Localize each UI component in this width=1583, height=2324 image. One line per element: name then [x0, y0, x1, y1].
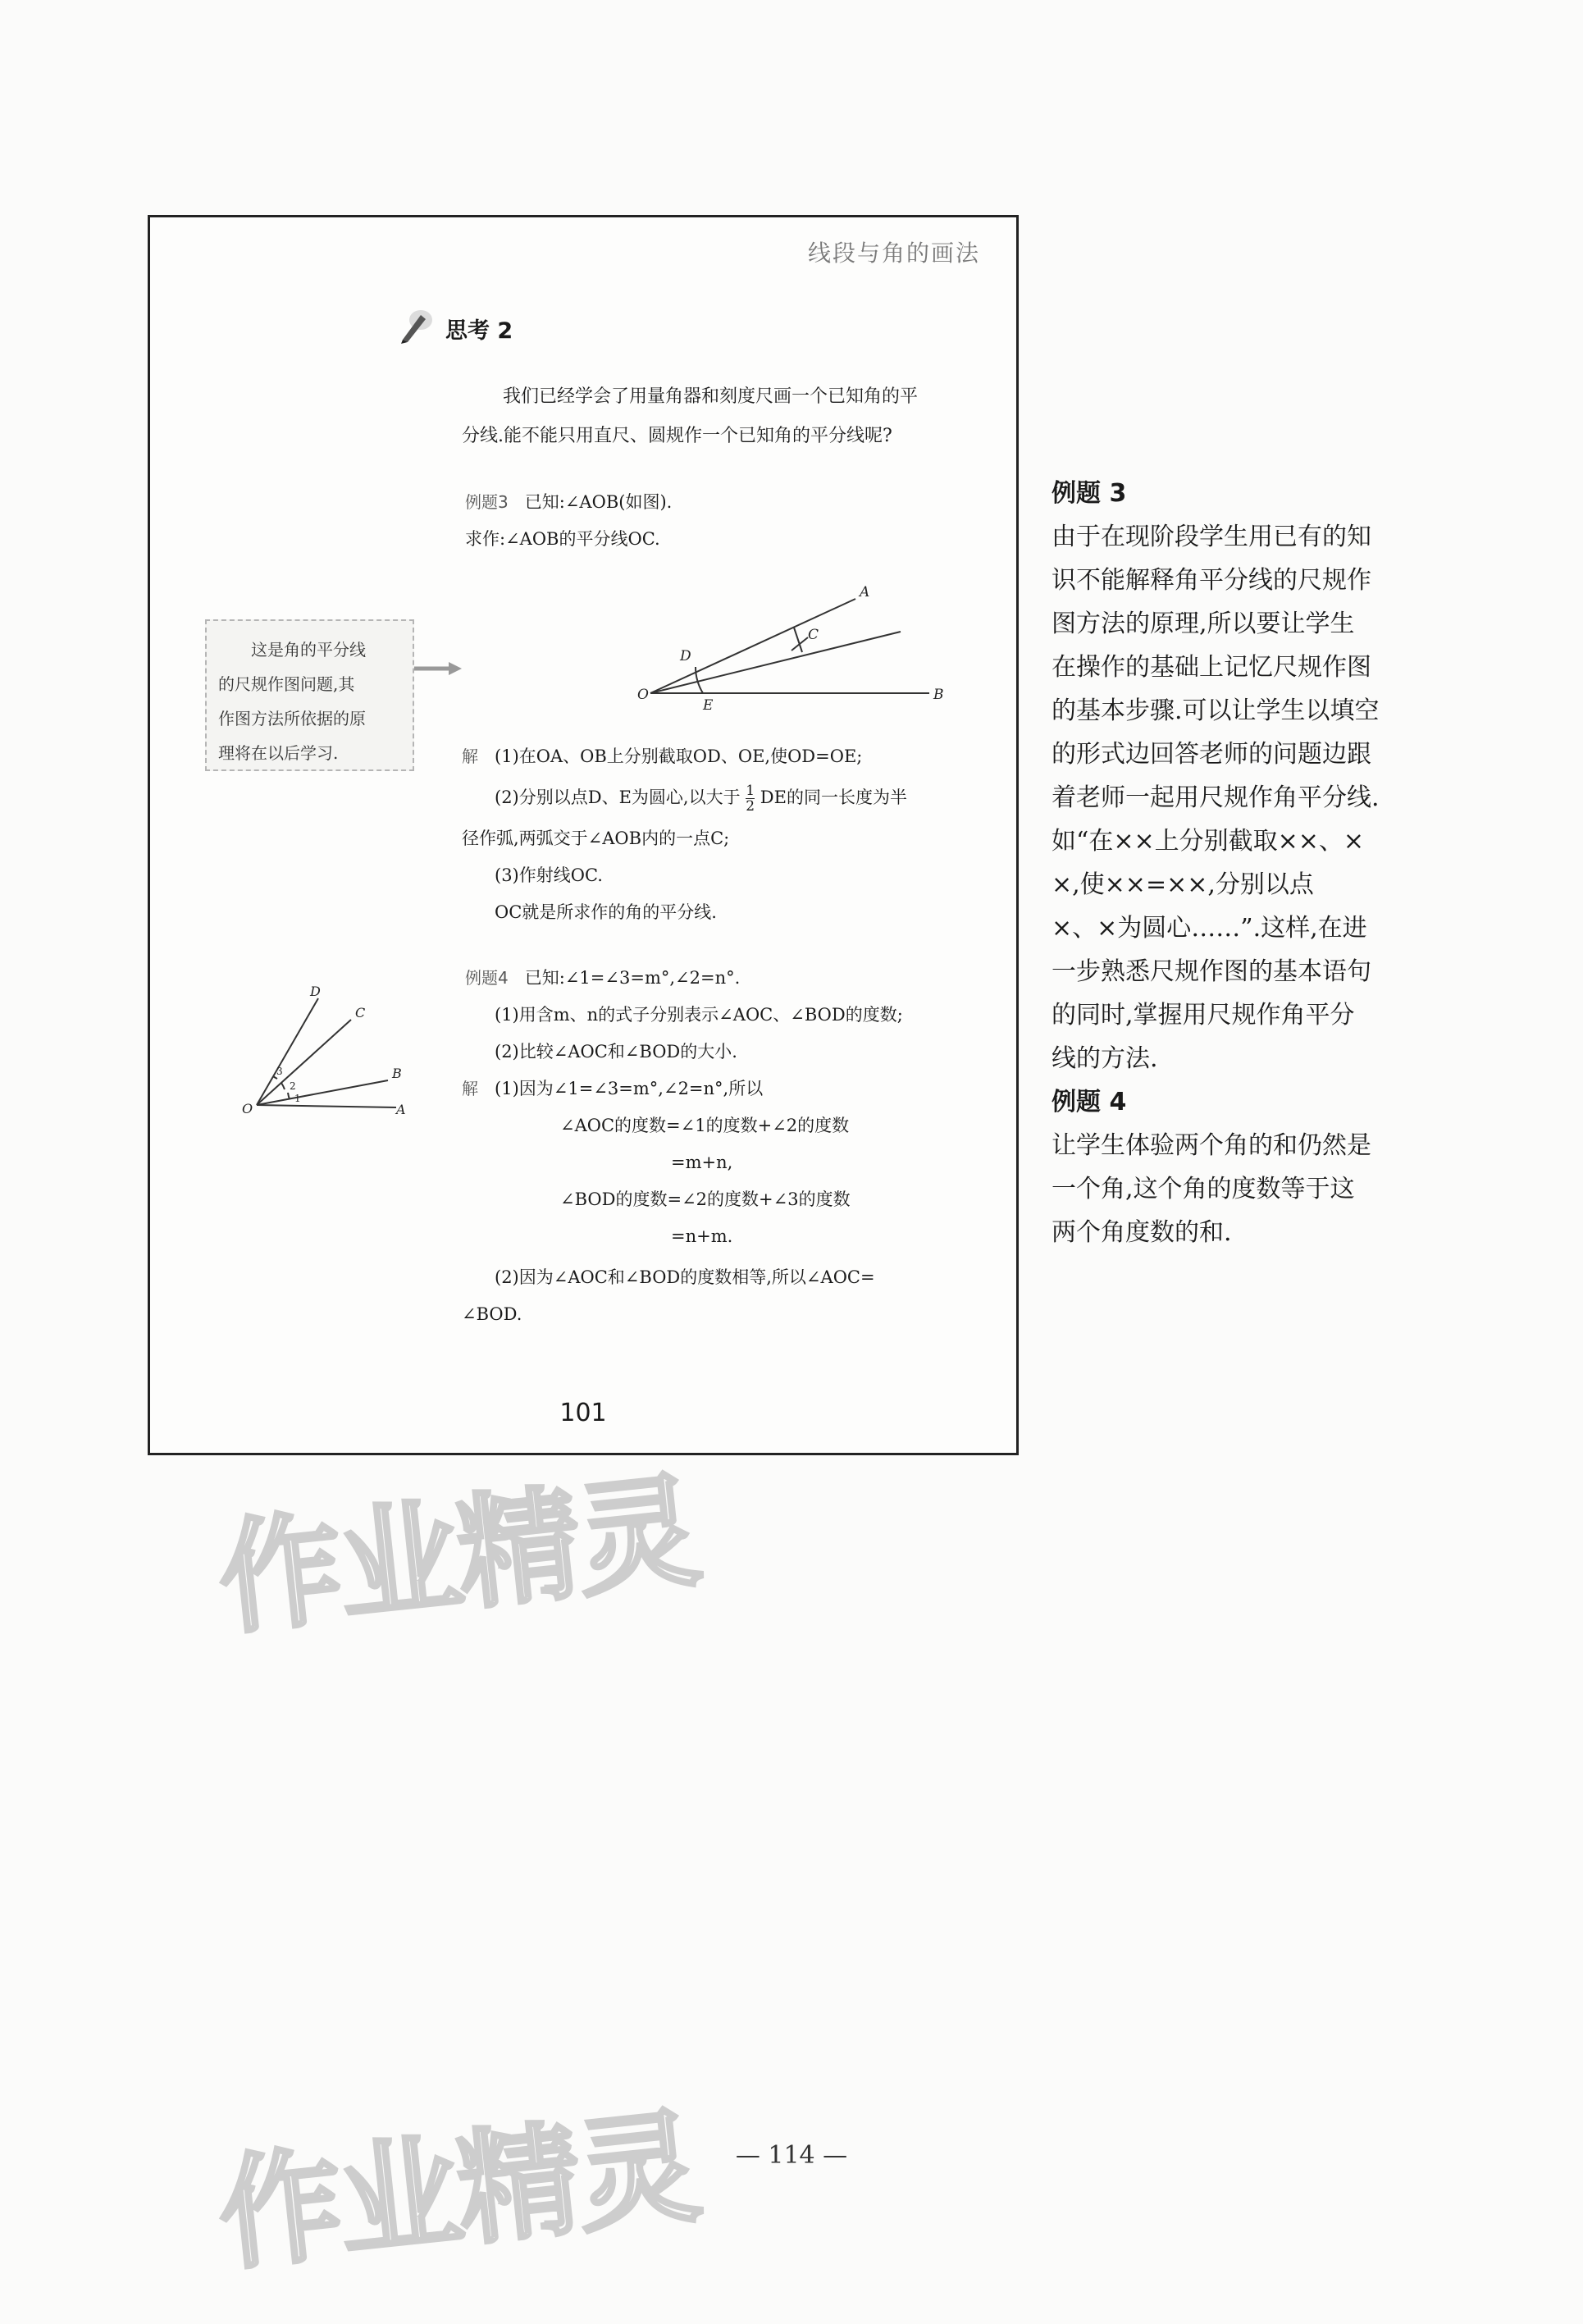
commentary-example-3-line: 图方法的原理,所以要让学生	[1052, 610, 1355, 638]
commentary-example-3-line: 识不能解释角平分线的尺规作	[1052, 566, 1371, 595]
commentary-example-4-line: 两个角度数的和.	[1052, 1218, 1232, 1247]
example-3-solution-step-1-text: (1)在OA、OB上分别截取OD、OE,使OD=OE;	[495, 747, 863, 766]
fig2-angle-1: 1	[294, 1093, 301, 1104]
fig2-angle-3: 3	[276, 1066, 283, 1077]
side-note	[205, 619, 414, 771]
commentary-example-4-body	[1052, 1124, 1429, 1254]
commentary-example-3-line: 的基本步骤.可以让学生以填空	[1052, 696, 1380, 725]
fig2-label-D: D	[310, 984, 321, 999]
arrow-right-icon	[414, 660, 463, 677]
fig2-label-C: C	[355, 1005, 366, 1020]
fig1-label-D: D	[680, 648, 691, 664]
commentary-example-3-line: 的同时,掌握用尺规作角平分	[1052, 1001, 1355, 1030]
example-4-question-1: (1)用含m、n的式子分别表示∠AOC、∠BOD的度数;	[495, 1005, 903, 1025]
example-3-solution-step-2b: DE的同一长度为半	[760, 788, 907, 807]
example-3-solution-step-2a: (2)分别以点D、E为圆心,以大于	[495, 788, 741, 807]
example-4-question-2: (2)比较∠AOC和∠BOD的大小.	[495, 1042, 737, 1062]
textbook-page	[148, 215, 1019, 1455]
side-note-line-3: 作图方法所依据的原	[218, 709, 366, 728]
commentary-example-3-line: 一步熟悉尺规作图的基本语句	[1052, 957, 1371, 986]
commentary-example-3-line: 如“在××上分别截取××、×	[1052, 827, 1365, 856]
example-4-solution-line-5: =n+m.	[671, 1226, 733, 1246]
example-4-solution-line-6: (2)因为∠AOC和∠BOD的度数相等,所以∠AOC=	[495, 1267, 875, 1287]
example-3-solution-step-1	[462, 738, 862, 774]
example-4-solution-line-2: ∠AOC的度数=∠1的度数+∠2的度数	[560, 1116, 850, 1135]
angles-sum-figure	[232, 984, 445, 1132]
intro-line-1: 我们已经学会了用量角器和刻度尺画一个已知角的平	[503, 386, 919, 407]
think-title: 思考 2	[445, 318, 513, 344]
teacher-commentary	[1052, 472, 1429, 1254]
fig1-label-O: O	[637, 687, 649, 703]
side-note-line-2: 的尺规作图问题,其	[218, 674, 355, 694]
example-3-solution-step-2	[495, 779, 907, 815]
example-3-solution-step-2c: 径作弧,两弧交于∠AOB内的一点C;	[462, 829, 730, 848]
side-note-line-4: 理将在以后学习.	[218, 743, 339, 763]
commentary-example-3-line: 在操作的基础上记忆尺规作图	[1052, 653, 1371, 682]
commentary-example-4-heading: 例题 4	[1052, 1088, 1127, 1116]
fig2-label-B: B	[392, 1066, 402, 1081]
textbook-page-number: 101	[559, 1399, 607, 1427]
fraction-one-half: $\frac{1}{2}$	[746, 783, 755, 815]
example-3-find: 求作:∠AOB的平分线OC.	[465, 529, 660, 549]
example-4-solution-line-3: =m+n,	[671, 1153, 733, 1172]
example-4-solution-line-4: ∠BOD的度数=∠2的度数+∠3的度数	[560, 1189, 851, 1209]
example-3-given	[465, 484, 672, 520]
commentary-example-3-heading: 例题 3	[1052, 479, 1127, 508]
example-3-solution-label: 解	[462, 747, 478, 766]
example-4-given-text: 已知:∠1=∠3=m°,∠2=n°.	[524, 968, 741, 988]
watermark-top: 作业精灵	[212, 1459, 704, 1652]
commentary-example-3-body	[1052, 515, 1429, 1080]
running-head: 线段与角的画法	[807, 240, 980, 267]
footer-page-number: — 114 —	[735, 2141, 848, 2170]
fig2-label-A: A	[396, 1102, 406, 1117]
example-4-solution-line-1-text: (1)因为∠1=∠3=m°,∠2=n°,所以	[495, 1079, 764, 1098]
fig1-label-A: A	[860, 584, 870, 600]
commentary-example-3-line: 线的方法.	[1052, 1044, 1158, 1073]
watermark-bottom: 作业精灵	[212, 2095, 704, 2288]
intro-line-2: 分线.能不能只用直尺、圆规作一个已知角的平分线呢?	[462, 426, 892, 446]
fig1-label-E: E	[703, 697, 714, 714]
fig1-label-C: C	[808, 627, 819, 643]
example-3-given-text: 已知:∠AOB(如图).	[524, 492, 673, 512]
angle-bisector-figure	[626, 578, 970, 718]
example-4-given	[465, 960, 740, 996]
commentary-example-4-line: 一个角,这个角的度数等于这	[1052, 1175, 1355, 1203]
commentary-example-4-line: 让学生体验两个角的和仍然是	[1052, 1131, 1371, 1160]
example-4-solution-label: 解	[462, 1079, 478, 1098]
example-3-label: 例题3	[465, 492, 509, 512]
commentary-example-3-line: 的形式边回答老师的问题边跟	[1052, 740, 1371, 769]
pencil-icon	[396, 304, 437, 345]
example-4-label: 例题4	[465, 968, 509, 988]
fig2-label-O: O	[242, 1101, 253, 1116]
fig2-angle-2: 2	[290, 1080, 296, 1092]
side-note-line-1: 这是角的平分线	[251, 640, 366, 660]
commentary-example-3-line: 由于在现阶段学生用已有的知	[1052, 523, 1371, 551]
commentary-example-3-line: ×,使××=××,分别以点	[1052, 870, 1314, 899]
example-4-solution-line-7: ∠BOD.	[462, 1304, 522, 1324]
example-3-solution-step-3: (3)作射线OC.	[495, 865, 603, 885]
commentary-example-3-line: 着老师一起用尺规作角平分线.	[1052, 783, 1380, 812]
fig1-label-B: B	[933, 687, 944, 703]
example-3-conclusion: OC就是所求作的角的平分线.	[495, 902, 717, 922]
example-4-solution-line-1	[462, 1071, 763, 1107]
commentary-example-3-line: ×、×为圆心……”.这样,在进	[1052, 914, 1367, 943]
